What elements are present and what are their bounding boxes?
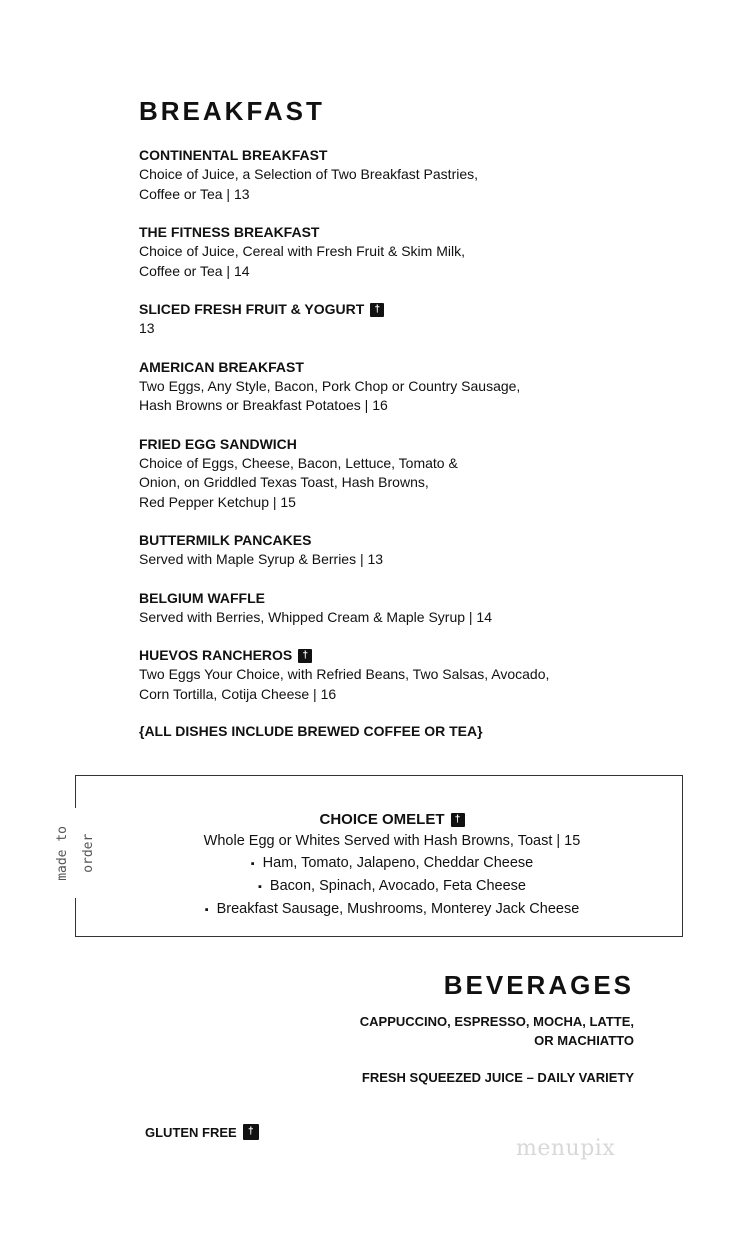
item-name: SLICED FRESH FRUIT & YOGURT †	[139, 300, 699, 319]
gluten-free-icon	[451, 813, 465, 827]
watermark: menupix	[516, 1136, 616, 1161]
gluten-free-icon	[243, 1124, 259, 1140]
item-name: THE FITNESS BREAKFAST	[139, 224, 320, 240]
omelet-section	[102, 810, 682, 921]
menu-item	[139, 223, 699, 281]
breakfast-note: {ALL DISHES INCLUDE BREWED COFFEE OR TEA}	[139, 723, 483, 739]
menu-item	[139, 589, 699, 628]
menu-item	[139, 435, 699, 513]
item-name: CONTINENTAL BREAKFAST	[139, 147, 328, 163]
menu-item	[139, 531, 699, 570]
item-name: BUTTERMILK PANCAKES	[139, 532, 312, 548]
beverages-title: BEVERAGES	[443, 970, 634, 1000]
omelet-option: ▪ Bacon, Spinach, Avocado, Feta Cheese	[102, 875, 682, 898]
item-desc: 13	[139, 320, 155, 336]
item-desc: Choice of Juice, a Selection of Two Breakfast Pastries, Coffee or Tea | 13	[139, 166, 479, 202]
beverages-list	[360, 1012, 634, 1105]
omelet-option: ▪ Ham, Tomato, Jalapeno, Cheddar Cheese	[102, 852, 682, 875]
gluten-free-legend	[145, 1124, 259, 1140]
menu-item	[139, 358, 699, 416]
made-to-order-text: made to order	[55, 825, 96, 881]
item-name: HUEVOS RANCHEROS †	[139, 646, 699, 665]
beverage-item: CAPPUCCINO, ESPRESSO, MOCHA, LATTE, OR MACHIATTO	[359, 1014, 634, 1048]
item-desc: Two Eggs, Any Style, Bacon, Pork Chop or Country Sausage, Hash Browns or Breakfast Potatoes | 16	[139, 377, 521, 413]
omelet-desc: Whole Egg or Whites Served with Hash Browns, Toast | 15	[203, 833, 581, 849]
item-desc: Served with Maple Syrup & Berries | 13	[139, 551, 384, 567]
omelet-title: CHOICE OMELET †	[319, 810, 464, 830]
item-desc: Two Eggs Your Choice, with Refried Beans, Two Salsas, Avocado, Corn Tortilla, Cotija Cheese | 16	[139, 666, 550, 702]
gluten-free-icon	[370, 303, 384, 317]
legend-label: GLUTEN FREE	[145, 1124, 237, 1140]
menu-item	[139, 146, 699, 204]
item-name: BELGIUM WAFFLE	[139, 589, 265, 606]
breakfast-title: BREAKFAST	[139, 96, 325, 126]
made-to-order-label	[50, 808, 102, 898]
breakfast-menu	[139, 146, 699, 739]
omelet-option: ▪ Breakfast Sausage, Mushrooms, Monterey Jack Cheese	[102, 898, 682, 921]
gluten-free-icon	[298, 649, 312, 663]
item-name: AMERICAN BREAKFAST	[139, 358, 304, 375]
item-desc: Choice of Juice, Cereal with Fresh Fruit & Skim Milk, Coffee or Tea | 14	[139, 243, 465, 279]
beverage-item: FRESH SQUEEZED JUICE – DAILY VARIETY	[361, 1070, 634, 1085]
menu-item	[139, 646, 699, 704]
item-desc: Choice of Eggs, Cheese, Bacon, Lettuce, Tomato & Onion, on Griddled Texas Toast, Hash Browns, Red Pepper Ketchup | 15	[139, 454, 458, 510]
item-name: FRIED EGG SANDWICH	[139, 435, 297, 452]
menu-item	[139, 300, 699, 339]
item-desc: Served with Berries, Whipped Cream & Maple Syrup | 14	[139, 608, 493, 625]
